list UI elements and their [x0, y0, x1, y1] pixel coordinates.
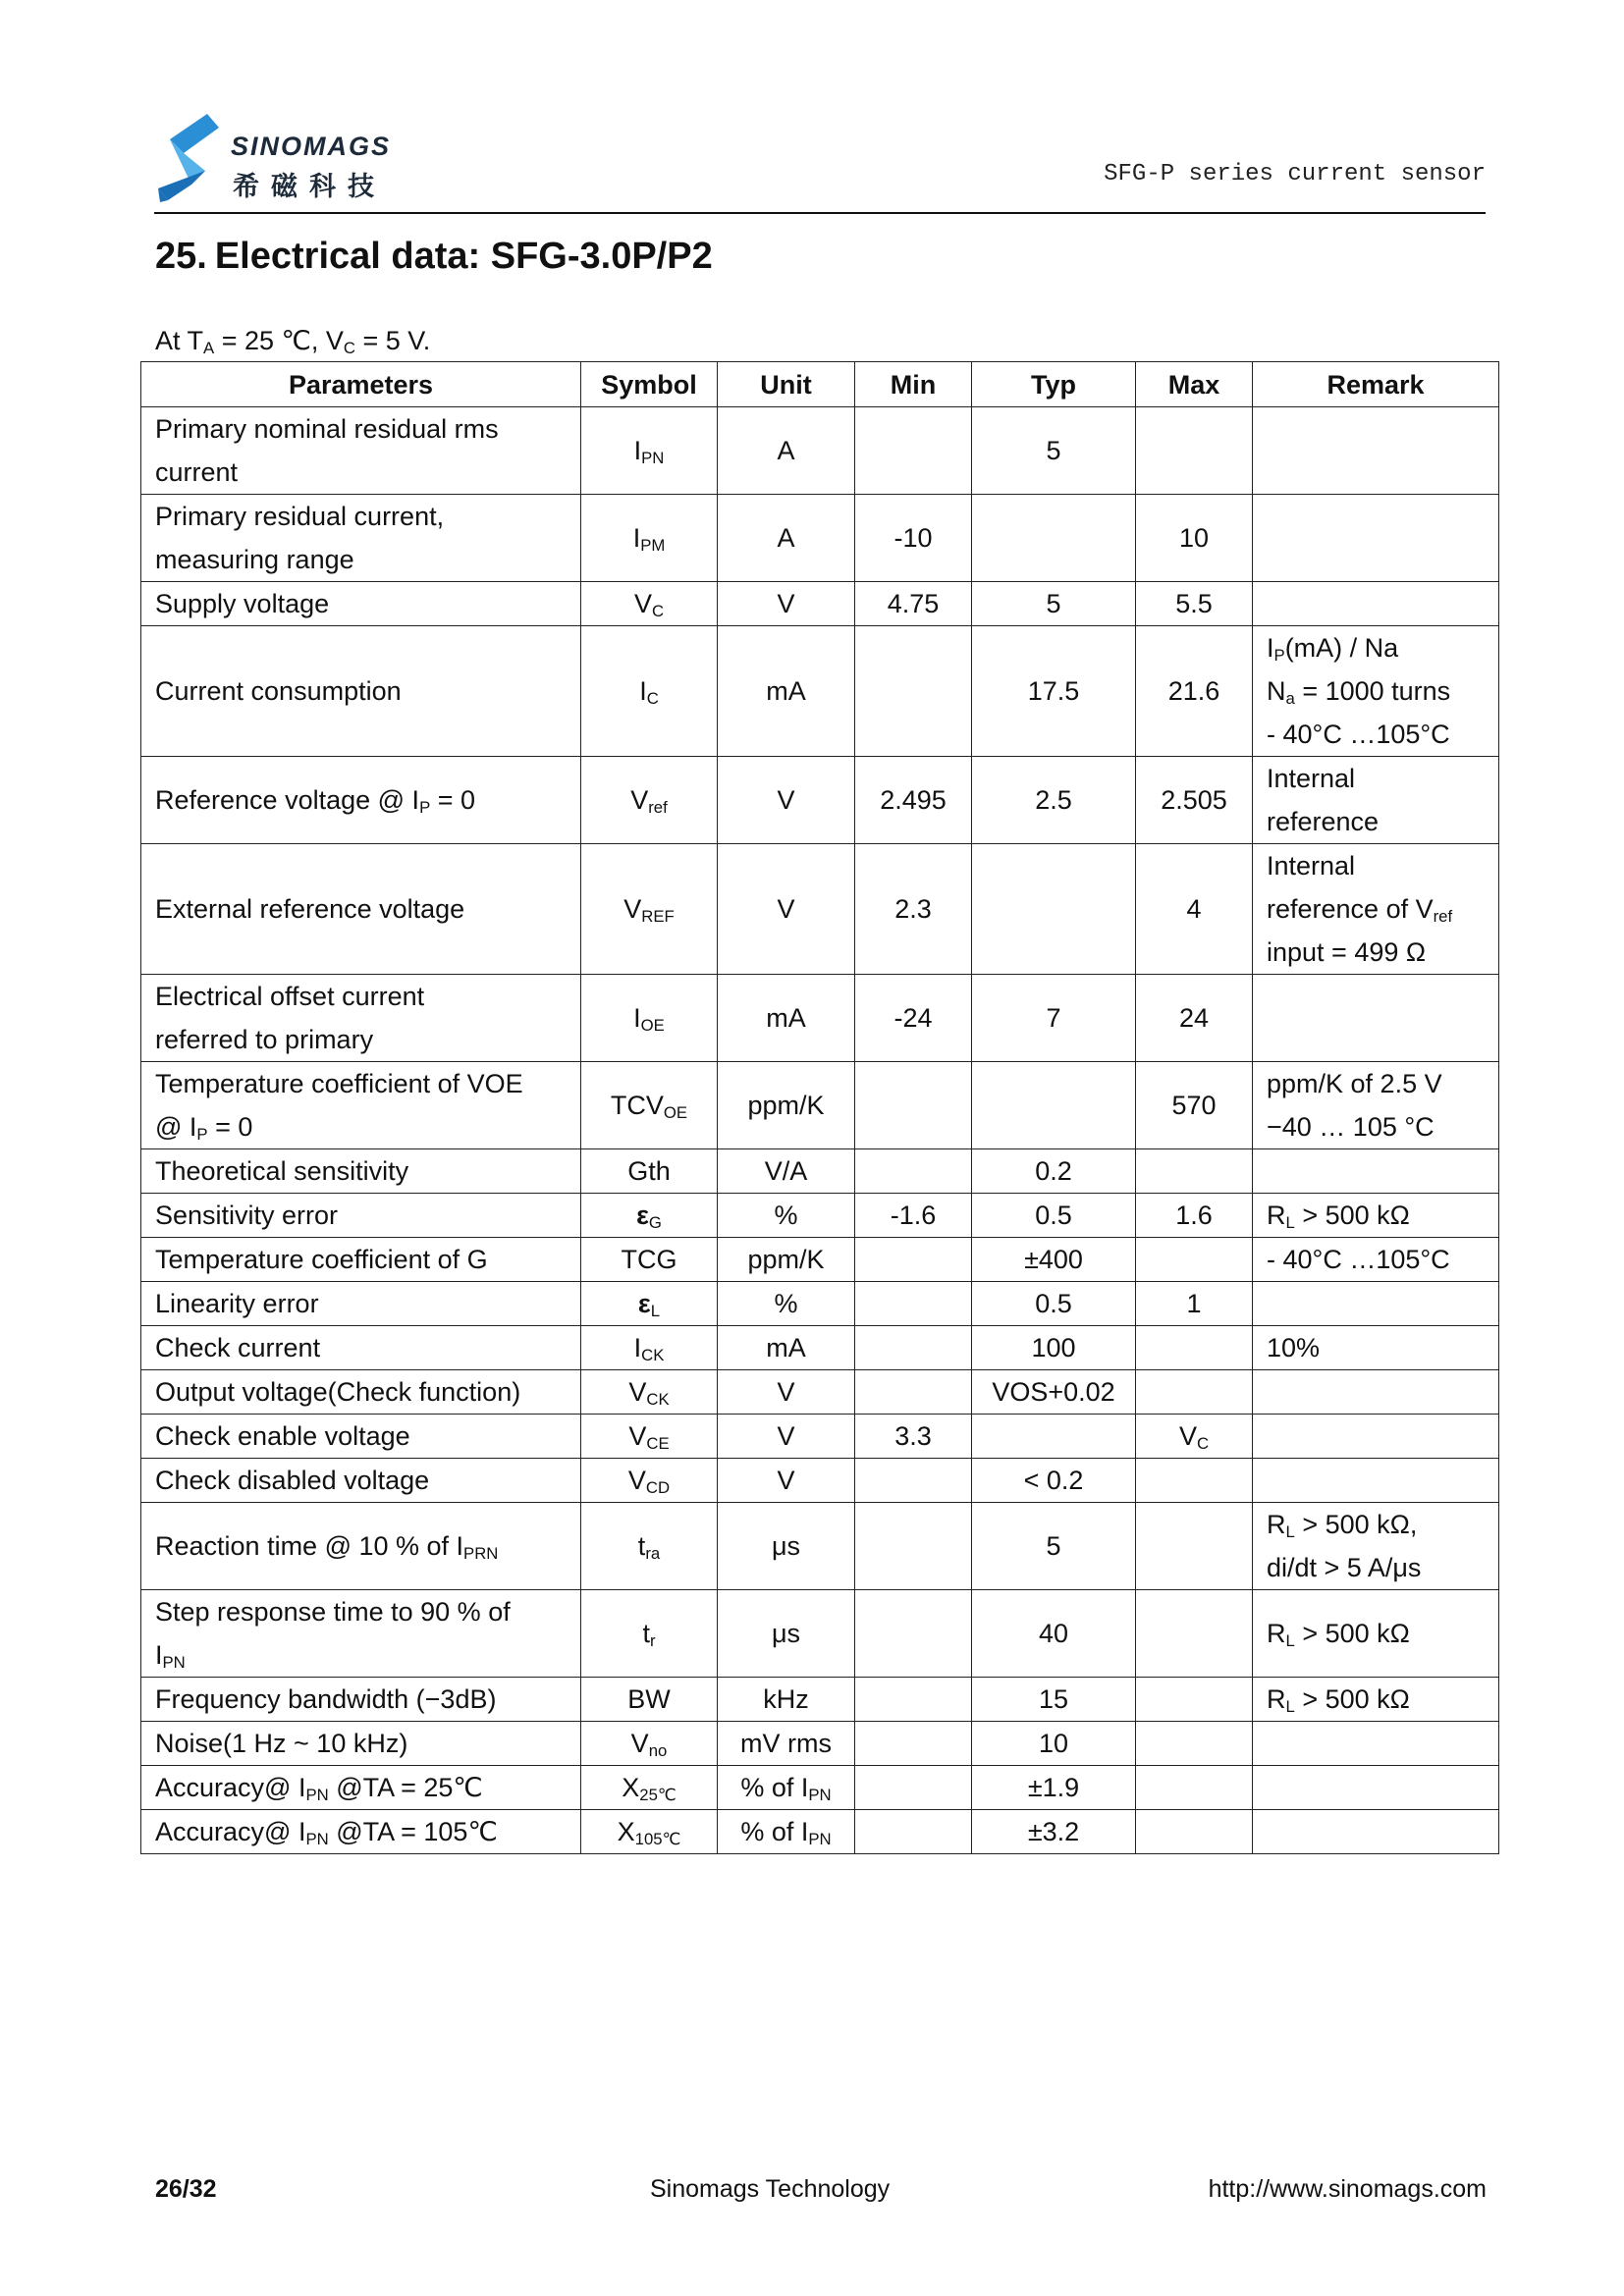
column-header-parameters: Parameters [141, 362, 581, 407]
max-cell [1136, 1326, 1253, 1370]
symbol-cell: $V_{ref}$ [581, 757, 718, 844]
unit-cell: mV rms [718, 1722, 855, 1766]
footer-company: Sinomags Technology [650, 2175, 891, 2203]
remark-cell: $R_L > 500$ kΩ [1253, 1590, 1499, 1678]
param-cell: Check disabled voltage [141, 1459, 581, 1503]
typ-cell: 2.5 [972, 757, 1136, 844]
footer-url-link[interactable]: http://www.sinomags.com [1208, 2175, 1487, 2203]
symbol-cell: $V_{no}$ [581, 1722, 718, 1766]
table-row [141, 1062, 1499, 1149]
max-cell [1136, 407, 1253, 495]
min-cell [855, 1326, 972, 1370]
remark-cell [1253, 582, 1499, 626]
param-cell: Primary residual current, measuring range [141, 495, 581, 582]
remark-cell [1253, 1459, 1499, 1503]
max-cell [1136, 1503, 1253, 1590]
symbol-cell: Gth [581, 1149, 718, 1194]
typ-cell: VOS+0.02 [972, 1370, 1136, 1415]
typ-cell: 10 [972, 1722, 1136, 1766]
remark-cell: ppm/K of 2.5 V −40 … 105 °C [1253, 1062, 1499, 1149]
remark-cell: 10% [1253, 1326, 1499, 1370]
max-cell: 4 [1136, 844, 1253, 975]
max-cell: 2.505 [1136, 757, 1253, 844]
remark-cell [1253, 1415, 1499, 1459]
remark-cell [1253, 1282, 1499, 1326]
symbol-cell: $V_{CK}$ [581, 1370, 718, 1415]
min-cell: 3.3 [855, 1415, 972, 1459]
typ-cell: 5 [972, 1503, 1136, 1590]
unit-cell: V [718, 844, 855, 975]
table-row [141, 1194, 1499, 1238]
remark-cell: $R_L > 500$ kΩ [1253, 1194, 1499, 1238]
min-cell: -1.6 [855, 1194, 972, 1238]
min-cell [855, 1062, 972, 1149]
min-cell: -10 [855, 495, 972, 582]
table-row [141, 626, 1499, 757]
typ-cell: < 0.2 [972, 1459, 1136, 1503]
min-cell [855, 407, 972, 495]
remark-cell [1253, 495, 1499, 582]
typ-cell: ±3.2 [972, 1810, 1136, 1854]
typ-cell [972, 1062, 1136, 1149]
symbol-cell: $I_C$ [581, 626, 718, 757]
param-cell: Noise(1 Hz ~ 10 kHz) [141, 1722, 581, 1766]
column-header-max: Max [1136, 362, 1253, 407]
page-header [154, 110, 1486, 214]
unit-cell: V [718, 1459, 855, 1503]
table-row [141, 975, 1499, 1062]
table-row [141, 757, 1499, 844]
table-row [141, 844, 1499, 975]
table-row [141, 1149, 1499, 1194]
symbol-cell: $\varepsilon_L$ [581, 1282, 718, 1326]
min-cell [855, 1282, 972, 1326]
column-header-min: Min [855, 362, 972, 407]
remark-cell: - 40°C …105°C [1253, 1238, 1499, 1282]
param-cell: Temperature coefficient of VOE @ $I_P = 0$ [141, 1062, 581, 1149]
param-cell: Step response time to 90 % of $I_{PN}$ [141, 1590, 581, 1678]
unit-cell: % of $I_{PN}$ [718, 1810, 855, 1854]
symbol-cell: $V_{REF}$ [581, 844, 718, 975]
param-cell: Check current [141, 1326, 581, 1370]
symbol-cell: $V_C$ [581, 582, 718, 626]
remark-cell [1253, 1149, 1499, 1194]
table-row [141, 1810, 1499, 1854]
max-cell [1136, 1678, 1253, 1722]
max-cell: 1.6 [1136, 1194, 1253, 1238]
sinomags-logo-icon [154, 110, 223, 204]
typ-cell: 0.5 [972, 1194, 1136, 1238]
param-cell: Primary nominal residual rms current [141, 407, 581, 495]
param-cell: Accuracy@ $I_{PN}$ @TA = 105℃ [141, 1810, 581, 1854]
max-cell [1136, 1766, 1253, 1810]
section-heading [155, 236, 713, 278]
min-cell [855, 626, 972, 757]
typ-cell: 0.5 [972, 1282, 1136, 1326]
remark-cell: $R_L > 500$ kΩ [1253, 1678, 1499, 1722]
table-row [141, 582, 1499, 626]
max-cell: 24 [1136, 975, 1253, 1062]
typ-cell: 15 [972, 1678, 1136, 1722]
min-cell: 4.75 [855, 582, 972, 626]
min-cell [855, 1810, 972, 1854]
unit-cell: V [718, 1370, 855, 1415]
param-cell: Sensitivity error [141, 1194, 581, 1238]
typ-cell: 5 [972, 582, 1136, 626]
max-cell [1136, 1149, 1253, 1194]
remark-cell [1253, 1722, 1499, 1766]
remark-cell [1253, 1370, 1499, 1415]
param-cell: Output voltage(Check function) [141, 1370, 581, 1415]
table-row [141, 1503, 1499, 1590]
remark-cell: Internal reference [1253, 757, 1499, 844]
min-cell: 2.3 [855, 844, 972, 975]
symbol-cell: $\varepsilon_G$ [581, 1194, 718, 1238]
symbol-cell: $I_{CK}$ [581, 1326, 718, 1370]
max-cell [1136, 1459, 1253, 1503]
remark-cell: $I_P(mA)$ / Na $N_a = 1000$ turns - 40°C …105°C [1253, 626, 1499, 757]
typ-cell: 5 [972, 407, 1136, 495]
unit-cell: V/A [718, 1149, 855, 1194]
unit-cell: kHz [718, 1678, 855, 1722]
param-cell: Electrical offset current referred to primary [141, 975, 581, 1062]
min-cell: -24 [855, 975, 972, 1062]
electrical-data-table [140, 361, 1499, 1854]
typ-cell: 100 [972, 1326, 1136, 1370]
max-cell: 21.6 [1136, 626, 1253, 757]
param-cell: Frequency bandwidth (−3dB) [141, 1678, 581, 1722]
symbol-cell: $X_{105℃}$ [581, 1810, 718, 1854]
column-header-symbol: Symbol [581, 362, 718, 407]
remark-cell [1253, 1810, 1499, 1854]
table-row [141, 407, 1499, 495]
unit-cell: A [718, 407, 855, 495]
unit-cell: V [718, 757, 855, 844]
typ-cell: ±1.9 [972, 1766, 1136, 1810]
unit-cell: mA [718, 975, 855, 1062]
min-cell [855, 1722, 972, 1766]
section-number: 25. [155, 236, 207, 277]
column-header-typ: Typ [972, 362, 1136, 407]
unit-cell: % [718, 1282, 855, 1326]
table-row [141, 1326, 1499, 1370]
table-row [141, 1370, 1499, 1415]
param-cell: Supply voltage [141, 582, 581, 626]
typ-cell: ±400 [972, 1238, 1136, 1282]
max-cell: 1 [1136, 1282, 1253, 1326]
symbol-cell: $t_r$ [581, 1590, 718, 1678]
table-row [141, 1590, 1499, 1678]
column-header-unit: Unit [718, 362, 855, 407]
typ-cell: 17.5 [972, 626, 1136, 757]
remark-cell: $R_L > 500$ kΩ, di/dt > 5 A/μs [1253, 1503, 1499, 1590]
unit-cell: ppm/K [718, 1062, 855, 1149]
remark-cell: Internal reference of $V_{ref}$ input = 499 Ω [1253, 844, 1499, 975]
max-cell: 5.5 [1136, 582, 1253, 626]
max-cell [1136, 1810, 1253, 1854]
max-cell: 10 [1136, 495, 1253, 582]
header-divider [154, 212, 1486, 214]
remark-cell [1253, 1766, 1499, 1810]
max-cell: $V_C$ [1136, 1415, 1253, 1459]
max-cell [1136, 1590, 1253, 1678]
min-cell [855, 1370, 972, 1415]
column-header-remark: Remark [1253, 362, 1499, 407]
param-cell: Current consumption [141, 626, 581, 757]
typ-cell: 40 [972, 1590, 1136, 1678]
min-cell [855, 1238, 972, 1282]
min-cell [855, 1149, 972, 1194]
typ-cell [972, 495, 1136, 582]
table-row [141, 1722, 1499, 1766]
unit-cell: mA [718, 626, 855, 757]
section-title: Electrical data: SFG-3.0P/P2 [214, 236, 713, 277]
min-cell [855, 1459, 972, 1503]
param-cell: Accuracy@ $I_{PN}$ @TA = 25℃ [141, 1766, 581, 1810]
logo-wordmark: SINOMAGS [231, 132, 392, 161]
table-row [141, 1766, 1499, 1810]
param-cell: Theoretical sensitivity [141, 1149, 581, 1194]
symbol-cell: BW [581, 1678, 718, 1722]
unit-cell: V [718, 582, 855, 626]
symbol-cell: TCG [581, 1238, 718, 1282]
typ-cell [972, 844, 1136, 975]
table-header-row [141, 362, 1499, 407]
symbol-cell: $I_{PN}$ [581, 407, 718, 495]
max-cell: 570 [1136, 1062, 1253, 1149]
param-cell: Reaction time @ 10 % of $I_{PRN}$ [141, 1503, 581, 1590]
min-cell: 2.495 [855, 757, 972, 844]
unit-cell: ppm/K [718, 1238, 855, 1282]
unit-cell: % of $I_{PN}$ [718, 1766, 855, 1810]
table-row [141, 1282, 1499, 1326]
param-cell: Check enable voltage [141, 1415, 581, 1459]
param-cell: External reference voltage [141, 844, 581, 975]
typ-cell: 7 [972, 975, 1136, 1062]
remark-cell [1253, 407, 1499, 495]
symbol-cell: $X_{25℃}$ [581, 1766, 718, 1810]
typ-cell: 0.2 [972, 1149, 1136, 1194]
table-row [141, 1415, 1499, 1459]
max-cell [1136, 1238, 1253, 1282]
unit-cell: μs [718, 1503, 855, 1590]
min-cell [855, 1503, 972, 1590]
unit-cell: % [718, 1194, 855, 1238]
table-row [141, 495, 1499, 582]
document-series-title: SFG-P series current sensor [1104, 161, 1486, 187]
remark-cell [1253, 975, 1499, 1062]
table-row [141, 1678, 1499, 1722]
test-conditions: At $T_A = 25$ ℃, $V_C = 5$ V. [155, 326, 431, 358]
max-cell [1136, 1722, 1253, 1766]
min-cell [855, 1590, 972, 1678]
page-number: 26/32 [155, 2175, 217, 2203]
logo-chinese-name: 希磁科技 [233, 172, 386, 202]
param-cell: Temperature coefficient of G [141, 1238, 581, 1282]
min-cell [855, 1766, 972, 1810]
symbol-cell: $I_{PM}$ [581, 495, 718, 582]
table-row [141, 1459, 1499, 1503]
min-cell [855, 1678, 972, 1722]
symbol-cell: $t_{ra}$ [581, 1503, 718, 1590]
table-row [141, 1238, 1499, 1282]
symbol-cell: $I_{OE}$ [581, 975, 718, 1062]
unit-cell: A [718, 495, 855, 582]
symbol-cell: $TCV_{OE}$ [581, 1062, 718, 1149]
param-cell: Linearity error [141, 1282, 581, 1326]
unit-cell: V [718, 1415, 855, 1459]
max-cell [1136, 1370, 1253, 1415]
typ-cell [972, 1415, 1136, 1459]
symbol-cell: $V_{CE}$ [581, 1415, 718, 1459]
param-cell: Reference voltage @ $I_P = 0$ [141, 757, 581, 844]
symbol-cell: $V_{CD}$ [581, 1459, 718, 1503]
unit-cell: μs [718, 1590, 855, 1678]
unit-cell: mA [718, 1326, 855, 1370]
